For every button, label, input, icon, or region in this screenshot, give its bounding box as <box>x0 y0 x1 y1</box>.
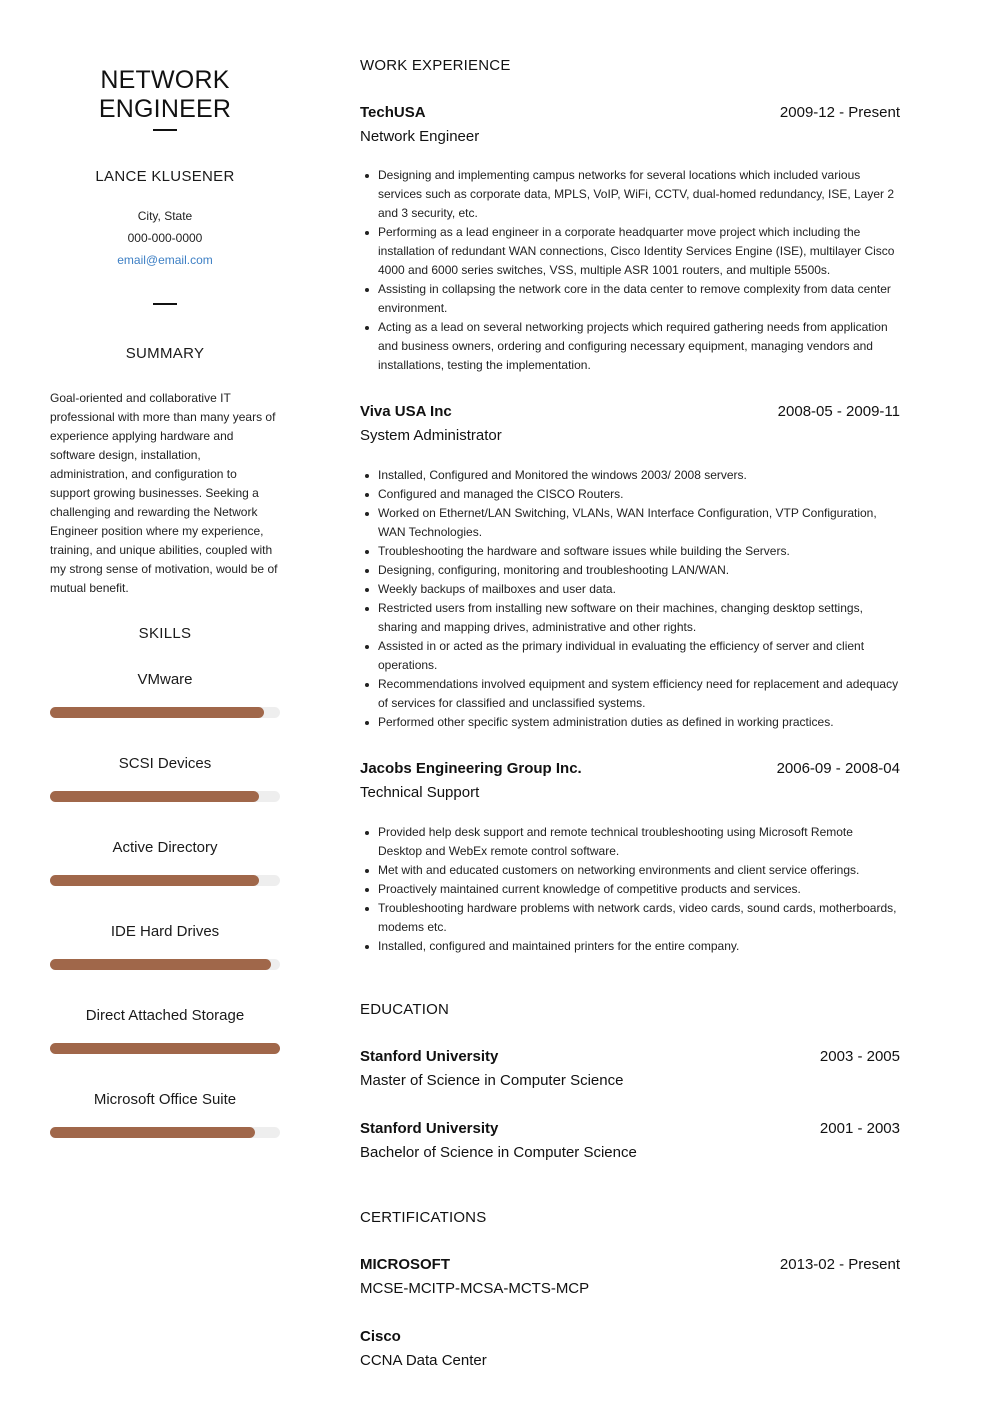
skill-bar-track <box>50 1043 280 1054</box>
location: City, State <box>137 209 193 223</box>
school-name: Stanford University <box>360 1048 499 1065</box>
work-experience-heading: WORK EXPERIENCE <box>360 57 511 74</box>
bullet-list <box>360 166 900 375</box>
skill-item <box>50 671 280 688</box>
bullet-list <box>360 466 900 732</box>
divider <box>153 303 177 305</box>
bullet-list <box>360 823 900 956</box>
divider <box>153 129 177 131</box>
certifications-heading: CERTIFICATIONS <box>360 1209 487 1226</box>
skill-name: IDE Hard Drives <box>110 923 220 940</box>
skill-bar-track <box>50 791 280 802</box>
skill-bar-track <box>50 875 280 886</box>
job-title: NETWORK ENGINEER <box>98 66 232 123</box>
skill-bar-fill <box>50 791 259 802</box>
skill-item <box>50 923 280 940</box>
list-item: Performed other specific system administration duties as defined in working practices. <box>360 713 900 732</box>
skill-name: Active Directory <box>112 839 218 856</box>
skill-bar-fill <box>50 707 264 718</box>
company-name: Jacobs Engineering Group Inc. <box>360 760 582 777</box>
list-item: Installed, configured and maintained printers for the entire company. <box>360 937 900 956</box>
candidate-name: LANCE KLUSENER <box>95 168 235 185</box>
company-name: Viva USA Inc <box>360 403 452 420</box>
skills-heading: SKILLS <box>138 625 192 642</box>
list-item: Acting as a lead on several networking projects which required gathering needs from application and business owners, ordering and configuring necessary equipment, managing vendors and installations, testing the implementation. <box>360 318 900 375</box>
skill-name: Direct Attached Storage <box>85 1007 245 1024</box>
issuer-name: Cisco <box>360 1328 401 1345</box>
skill-item <box>50 1091 280 1108</box>
date-range: 2008-05 - 2009-11 <box>777 403 900 420</box>
list-item: Troubleshooting hardware problems with network cards, video cards, sound cards, motherboards, modems etc. <box>360 899 900 937</box>
skill-bar-fill <box>50 959 271 970</box>
skill-name: VMware <box>137 671 193 688</box>
list-item: Restricted users from installing new software on their machines, changing desktop settings, sharing and mapping drives, administrative and other rights. <box>360 599 900 637</box>
skill-bar-fill <box>50 1127 255 1138</box>
list-item: Designing, configuring, monitoring and troubleshooting LAN/WAN. <box>360 561 900 580</box>
skill-name: Microsoft Office Suite <box>93 1091 237 1108</box>
list-item: Weekly backups of mailboxes and user data. <box>360 580 900 599</box>
skill-item <box>50 839 280 856</box>
skill-bar-track <box>50 707 280 718</box>
list-item: Installed, Configured and Monitored the windows 2003/ 2008 servers. <box>360 466 900 485</box>
list-item: Provided help desk support and remote technical troubleshooting using Microsoft Remote Desktop and WebEx remote control software. <box>360 823 900 861</box>
skill-item <box>50 1007 280 1024</box>
date-range: 2003 - 2005 <box>819 1048 900 1065</box>
skill-bar-fill <box>50 1043 280 1054</box>
summary-heading: SUMMARY <box>125 345 205 362</box>
role-title: Network Engineer <box>360 128 480 145</box>
education-heading: EDUCATION <box>360 1001 450 1018</box>
date-range: 2006-09 - 2008-04 <box>776 760 900 777</box>
list-item: Recommendations involved equipment and system efficiency need for replacement and adequacy of services for classified and unclassified systems. <box>360 675 900 713</box>
date-range: 2013-02 - Present <box>779 1256 900 1273</box>
date-range: 2009-12 - Present <box>779 104 900 121</box>
list-item: Assisted in or acted as the primary individual in evaluating the efficiency of server and client operations. <box>360 637 900 675</box>
list-item: Assisting in collapsing the network core in the data center to remove complexity from data center environment. <box>360 280 900 318</box>
skill-name: SCSI Devices <box>118 755 212 772</box>
skill-bar-fill <box>50 875 259 886</box>
company-name: TechUSA <box>360 104 426 121</box>
certification-name: CCNA Data Center <box>360 1352 487 1369</box>
certification-name: MCSE-MCITP-MCSA-MCTS-MCP <box>360 1280 590 1297</box>
skill-item <box>50 755 280 772</box>
skill-bar-track <box>50 959 280 970</box>
list-item: Performing as a lead engineer in a corporate headquarter move project which including the installation of redundant WAN connections, Cisco Identity Services Engine (ISE), multilayer Cisco 4000 and 6000 series switches, VSS, multiple ASR 1001 routers, and multiple 5500s. <box>360 223 900 280</box>
phone: 000-000-0000 <box>127 231 203 245</box>
issuer-name: MICROSOFT <box>360 1256 450 1273</box>
date-range: 2001 - 2003 <box>819 1120 900 1137</box>
list-item: Proactively maintained current knowledge of competitive products and services. <box>360 880 900 899</box>
summary-text: Goal-oriented and collaborative IT professional with more than many years of experience applying hardware and software design, installation, administration, and configuration to support growing businesses. Seeking a challenging and rewarding the Network Engineer position where my experience, training, and unique abilities, coupled with my strong sense of motivation, would be of mutual benefit. <box>50 391 278 595</box>
list-item: Met with and educated customers on networking environments and client service offerings. <box>360 861 900 880</box>
school-name: Stanford University <box>360 1120 499 1137</box>
list-item: Troubleshooting the hardware and software issues while building the Servers. <box>360 542 900 561</box>
degree: Master of Science in Computer Science <box>360 1072 624 1089</box>
list-item: Worked on Ethernet/LAN Switching, VLANs, WAN Interface Configuration, VTP Configuration, WAN Technologies. <box>360 504 900 542</box>
list-item: Configured and managed the CISCO Routers. <box>360 485 900 504</box>
role-title: System Administrator <box>360 427 502 444</box>
list-item: Designing and implementing campus networks for several locations which included various services such as corporate data, MPLS, VoIP, WiFi, CCTV, dual-homed redundancy, ISE, Layer 2 and 3 security, etc. <box>360 166 900 223</box>
role-title: Technical Support <box>360 784 480 801</box>
skill-bar-track <box>50 1127 280 1138</box>
degree: Bachelor of Science in Computer Science <box>360 1144 637 1161</box>
email-link[interactable]: email@email.com <box>117 253 213 267</box>
